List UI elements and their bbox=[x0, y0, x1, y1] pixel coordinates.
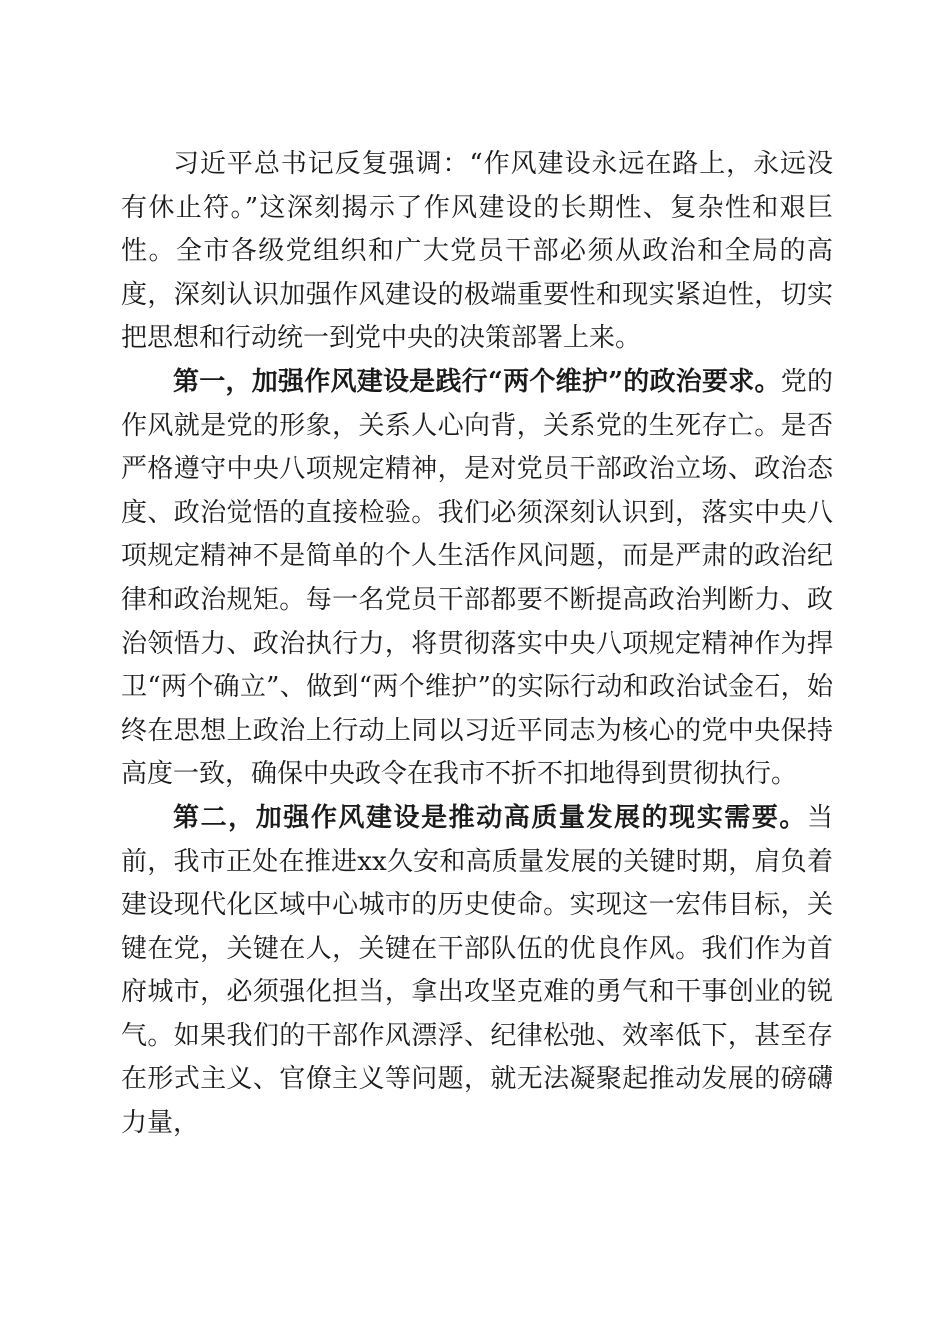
document-page bbox=[121, 143, 833, 1146]
paragraph-intro bbox=[121, 143, 833, 361]
paragraph-lead: 第二，加强作风建设是推动高质量发展的现实需要。 bbox=[173, 802, 807, 833]
paragraph-body: 当前，我市正处在推进xx久安和高质量发展的关键时期，肩负着建设现代化区域中心城市的历史使命。实现这一宏伟目标，关键在党，关键在人，关键在干部队伍的优良作风。我们作为首府城市，必须强化担当，拿出攻坚克难的勇气和干事创业的锐气。如果我们的干部作风漂浮、纪律松弛、效率低下，甚至存在形式主义、官僚主义等问题，就无法凝聚起推动发展的磅礴力量， bbox=[121, 802, 833, 1139]
paragraph-first-point bbox=[121, 361, 833, 797]
paragraph-body: 党的作风就是党的形象，关系人心向背，关系党的生死存亡。是否严格遵守中央八项规定精神，是对党员干部政治立场、政治态度、政治觉悟的直接检验。我们必须深刻认识到，落实中央八项规定精神不是简单的个人生活作风问题，而是严肃的政治纪律和政治规矩。每一名党员干部都要不断提高政治判断力、政治领悟力、政治执行力，将贯彻落实中央八项规定精神作为捍卫“两个确立”、做到“两个维护”的实际行动和政治试金石，始终在思想上政治上行动上同以习近平同志为核心的党中央保持高度一致，确保中央政令在我市不折不扣地得到贯彻执行。 bbox=[121, 366, 833, 790]
paragraph-lead: 第一，加强作风建设是践行“两个维护”的政治要求。 bbox=[173, 366, 781, 397]
paragraph-second-point bbox=[121, 797, 833, 1146]
paragraph-body: 习近平总书记反复强调：“作风建设永远在路上，永远没有休止符。”这深刻揭示了作风建设的长期性、复杂性和艰巨性。全市各级党组织和广大党员干部必须从政治和全局的高度，深刻认识加强作风建设的极端重要性和现实紧迫性，切实把思想和行动统一到党中央的决策部署上来。 bbox=[121, 149, 833, 354]
